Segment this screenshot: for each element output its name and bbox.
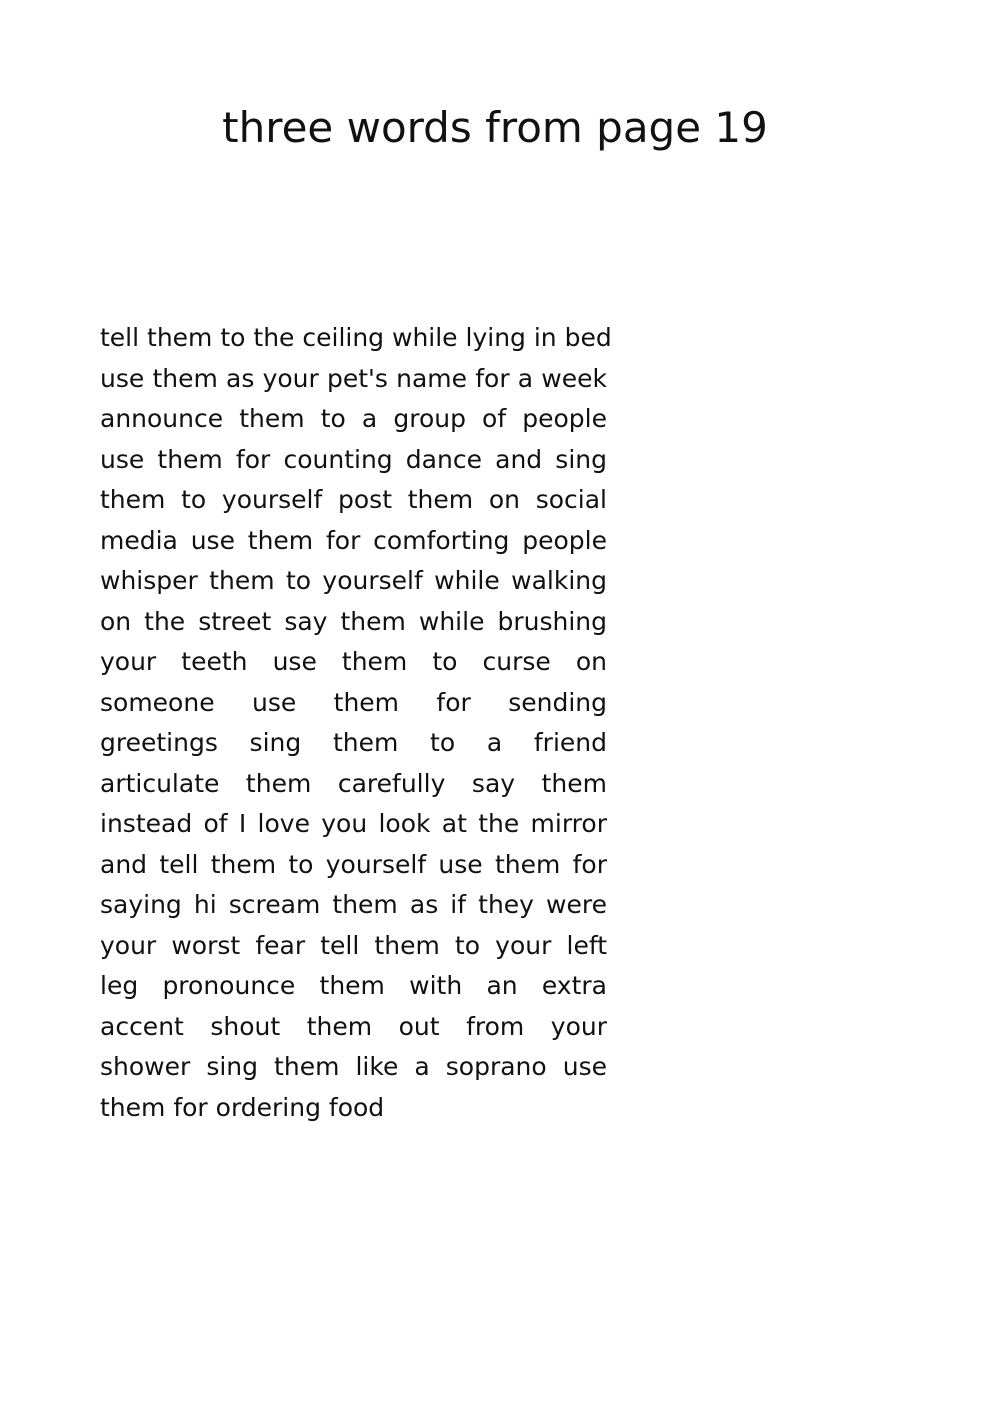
- text-line: announce them to a group of people: [100, 404, 607, 433]
- text-line: them for ordering food: [100, 1092, 385, 1122]
- text-line: use them for counting dance and sing: [100, 444, 607, 474]
- text-line: use them as your pet's name for a week: [100, 363, 607, 393]
- text-line: leg pronounce them with an extra: [100, 971, 607, 1000]
- text-line: instead of I love you look at the mirror: [100, 809, 607, 838]
- text-line: accent shout them out from your: [100, 1011, 607, 1041]
- text-line: your worst fear tell them to your left: [100, 930, 607, 960]
- page-title: three words from page 19: [222, 103, 768, 152]
- text-line: whisper them to yourself while walking: [100, 566, 607, 595]
- text-line: shower sing them like a soprano use: [100, 1052, 607, 1081]
- text-line: media use them for comforting people: [100, 525, 607, 555]
- text-line: tell them to the ceiling while lying in bed: [100, 323, 612, 352]
- text-line: them to yourself post them on social: [100, 485, 607, 514]
- text-line: saying hi scream them as if they were: [100, 890, 607, 919]
- text-line: and tell them to yourself use them for: [100, 849, 607, 879]
- text-line: greetings sing them to a friend: [100, 728, 607, 757]
- text-line: articulate them carefully say them: [100, 768, 607, 798]
- poem-body: [100, 318, 612, 1128]
- text-line: someone use them for sending: [100, 687, 607, 717]
- text-line: your teeth use them to curse on: [100, 647, 607, 676]
- text-line: on the street say them while brushing: [100, 606, 607, 636]
